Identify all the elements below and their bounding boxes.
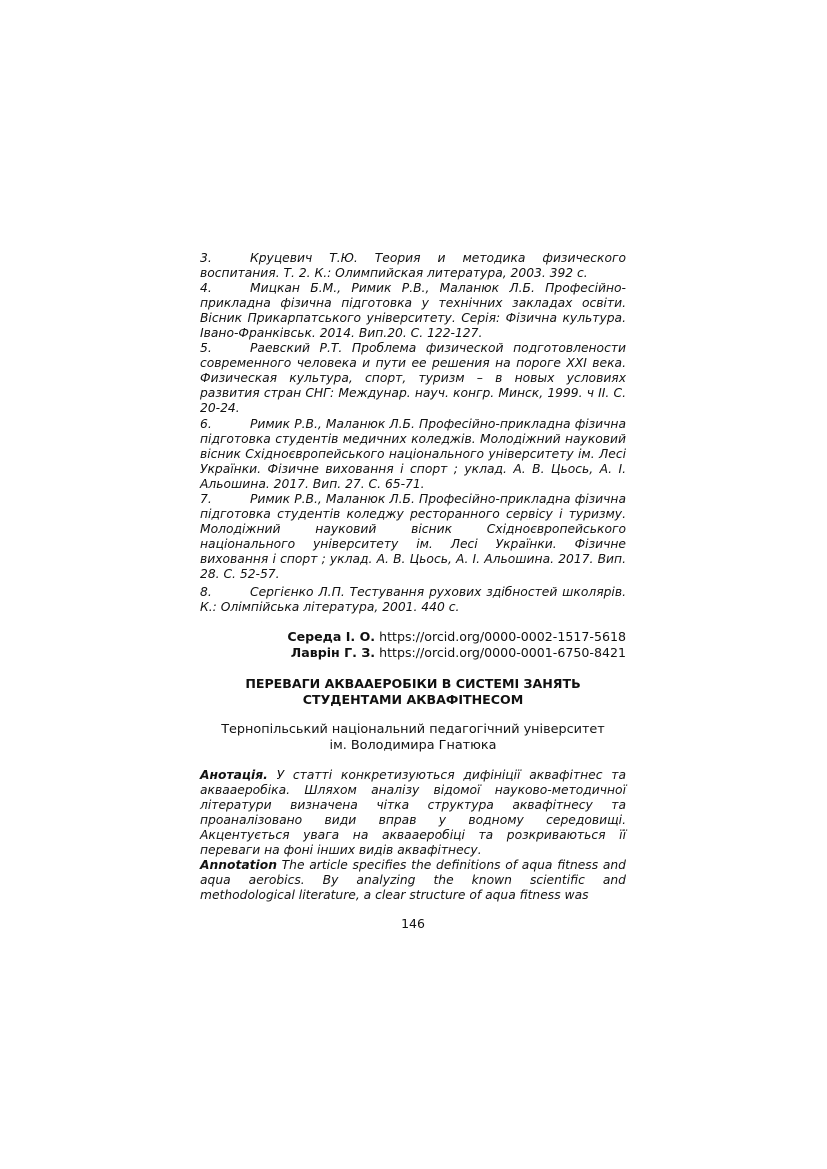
reference-item	[200, 341, 626, 416]
reference-number: 3.	[200, 251, 212, 265]
abstract-label: Annotation	[200, 858, 277, 872]
reference-item	[200, 492, 626, 583]
reference-item	[200, 585, 626, 615]
author-line	[287, 645, 626, 661]
abstract-label: Анотація.	[200, 768, 268, 782]
reference-text: Римик Р.В., Маланюк Л.Б. Професійно-прикладна фізична підготовка студентів медичних коледжів. Молодіжний науковий вісник Східноєвропейського національного університету ім. Лесі Українки. Фізичне виховання і спорт ; уклад. А. В. Цьось, А. І. Альошина. 2017. Вип. 27. С. 65-71.	[200, 417, 626, 492]
affiliation-line: ім. Володимира Гнатюка	[329, 738, 497, 753]
page-number: 146	[401, 916, 425, 931]
article-title-line: СТУДЕНТАМИ АКВАФІТНЕСОМ	[302, 691, 524, 707]
abstract-english	[200, 858, 626, 903]
author-line	[287, 629, 626, 645]
reference-item	[200, 251, 626, 281]
author-name: Лаврін Г. З.	[290, 645, 376, 660]
article-title	[200, 676, 626, 707]
author-block	[287, 629, 626, 661]
reference-text: Римик Р.В., Маланюк Л.Б. Професійно-прикладна фізична підготовка студентів коледжу ресторанного сервісу і туризму. Молодіжний науковий вісник Східноєвропейського національного університету ім. Лесі Українки. Фізичне виховання і спорт ; уклад. А. В. Цьось, А. І. Альошина. 2017. Вип. 28. С. 52-57.	[200, 492, 626, 582]
reference-text: Круцевич Т.Ю. Теория и методика физического воспитания. Т. 2. К.: Олимпийская литература, 2003. 392 с.	[200, 251, 626, 281]
reference-number: 5.	[200, 341, 212, 355]
reference-number: 4.	[200, 281, 212, 295]
abstract-text: У статті конкретизуються дифініції аквафітнес та аквааеробіка. Шляхом аналізу відомої науково-методичної літератури визначена чітка структура аквафітнесу та проаналізовано види вправ у водному середовищі. Акцентується увага на аквааеробіці та розкриваються її переваги на фоні інших видів аквафітнесу.	[200, 768, 626, 858]
reference-number: 7.	[200, 492, 212, 506]
reference-item	[200, 281, 626, 341]
reference-text: Раевский Р.Т. Проблема физической подготовлености современного человека и пути ее решения на пороге XXI века. Физическая культура, спорт, туризм – в новых условиях развития стран СНГ: Междунар. науч. конгр. Минск, 1999. ч II. С. 20-24.	[200, 341, 626, 416]
reference-item	[200, 417, 626, 492]
author-name: Середа І. О.	[287, 629, 376, 644]
affiliation-line: Тернопільський національний педагогічний університет	[221, 722, 605, 737]
article-title-line: ПЕРЕВАГИ АКВААЕРОБІКИ В СИСТЕМІ ЗАНЯТЬ	[245, 676, 581, 691]
reference-number: 8.	[200, 585, 212, 599]
orcid-link[interactable]: https://orcid.org/0000-0002-1517-5618	[379, 629, 626, 644]
abstract-ukrainian	[200, 768, 626, 859]
abstract-text: The article specifies the definitions of aqua fitness and aqua aerobics. By analyzing the known scientific and methodological literature, a clear structure of aqua fitness was	[200, 858, 626, 903]
reference-number: 6.	[200, 417, 212, 431]
orcid-link[interactable]: https://orcid.org/0000-0001-6750-8421	[379, 645, 626, 660]
affiliation	[200, 722, 626, 754]
reference-text: Мицкан Б.М., Римик Р.В., Маланюк Л.Б. Професійно-прикладна фізична підготовка у технічних закладах освіти. Вісник Прикарпатського університету. Серія: Фізична культура. Івано-Франківськ. 2014. Вип.20. С. 122-127.	[200, 281, 626, 341]
reference-text: Сергієнко Л.П. Тестування рухових здібностей школярів. К.: Олімпійська література, 2001. 440 с.	[200, 585, 626, 615]
